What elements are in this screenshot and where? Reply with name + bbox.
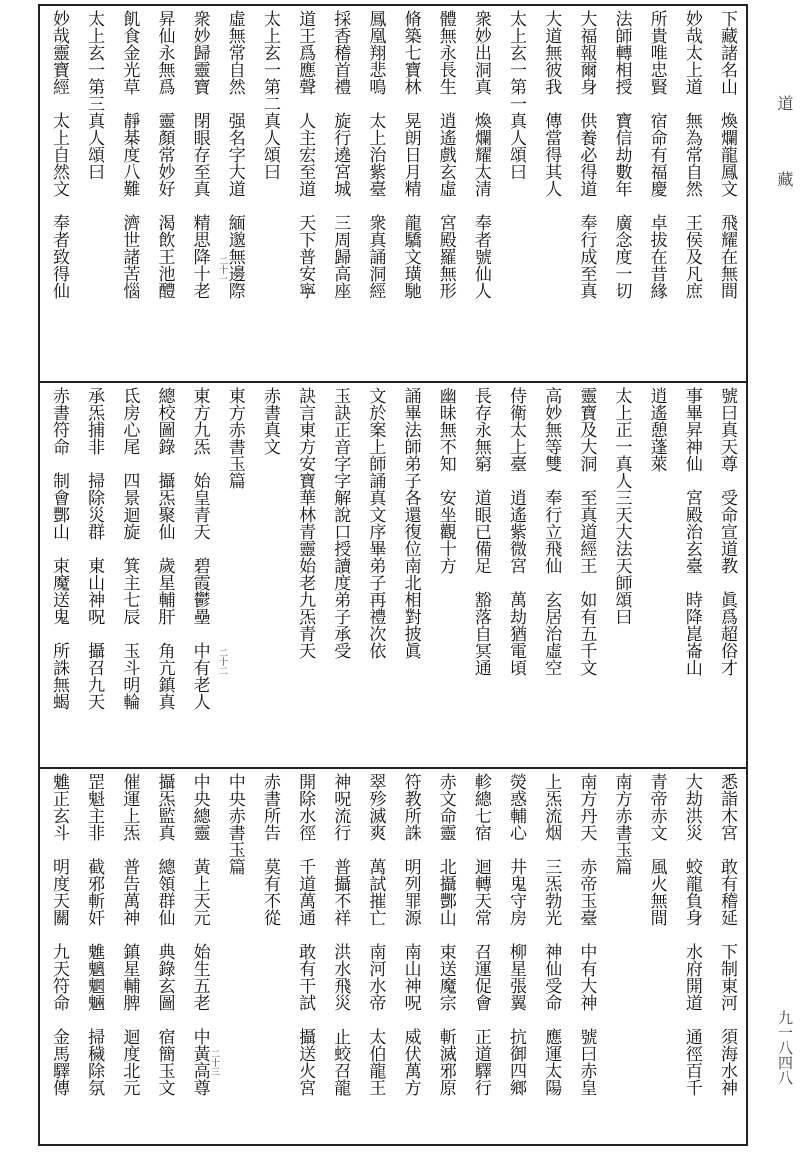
text-column: 大福報爾身 供養必得道 奉行成至真	[576, 10, 597, 299]
text-column: 採香稽首禮 旋行遶宮城 三周歸高座	[330, 10, 351, 299]
text-column: 訣言東方安寶華林青靈始老九炁青天	[295, 387, 316, 659]
text-column: 攝炁監真 總領群仙 典錄玄圖 宿簡玉文	[154, 773, 175, 1096]
page-frame	[38, 4, 748, 1146]
text-column: 鳳凰翔悲鳴 太上治紫臺 衆真誦洞經	[365, 10, 386, 299]
text-column: 下藏諸名山 煥爛龍鳳文 飛耀在無間	[716, 10, 737, 299]
text-column: 開除水徑 千道萬通 敢有干試 攝送火宮	[295, 773, 316, 1096]
text-column: 符教所誅 明列罪源 南山神呪 威伏萬方	[400, 773, 421, 1096]
text-column: 南方赤書玉篇	[611, 773, 632, 875]
text-column: 文於案上師誦真文序畢弟子再禮次依	[365, 387, 386, 659]
page-number: 九一八四八	[776, 1010, 794, 1085]
text-column: 大道無彼我 傳當得其人	[541, 10, 562, 197]
text-column: 道王爲應聲 人主宏至道 天下普安寧	[295, 10, 316, 299]
column-list	[46, 387, 740, 763]
text-column: 南方丹天 赤帝玉臺 中有大神 號曰赤皇	[576, 773, 597, 1096]
text-column: 青帝赤文 風火無間	[646, 773, 667, 926]
text-column: 中央總靈 黃上天元 始生五老 中黃高尊	[189, 773, 210, 1096]
column-list	[46, 773, 740, 1140]
text-column: 軫總七宿 迴轉天常 召運促會 正道驛行	[470, 773, 491, 1096]
text-column: 大劫洪災 蛟龍負身 水府開道 通徑百千	[681, 773, 702, 1096]
text-column: 悉詣木宮 敢有稽延 下制東河 須海水神	[716, 773, 737, 1096]
text-column: 上炁流烟 三炁勃光 神仙受命 應運太陽	[541, 773, 562, 1096]
text-column: 昇仙永無爲 靈顏常妙好 渴飲王池醴	[154, 10, 175, 299]
text-column: 飢食金光草 靜棊度八難 濟世諸苦惱	[119, 10, 140, 299]
text-column: 催運上炁 普告萬神 鎮星輔脾 迴度北元	[119, 773, 140, 1096]
text-column: 高妙無等雙 奉行立飛仙 玄居治虛空	[541, 387, 562, 676]
text-column: 脩築七寶林 晃朗日月精 龍驕文璜馳	[400, 10, 421, 299]
text-column: 侍衛太上臺 逍遙紫微宮 萬劫猶電頃	[506, 387, 527, 676]
text-column: 事畢昇神仙 宮殿治玄臺 時降崑崙山	[681, 387, 702, 676]
text-column: 法師轉相授 寶信劫數年 廣念度一切	[611, 10, 632, 299]
text-column: 幽昧無不知 安坐觀十方	[435, 387, 456, 574]
text-panel-middle	[40, 383, 746, 769]
text-column: 號曰真天尊 受命宣道教 眞爲超俗才	[716, 387, 737, 676]
text-panel-top	[40, 6, 746, 383]
text-column: 虛無常自然 强名字大道 緬邈無邊際	[224, 10, 245, 299]
leaf-marker: 二十三	[209, 1049, 219, 1076]
text-column: 赤書真文	[259, 387, 280, 455]
text-column: 妙哉太上道 無為常自然 王侯及凡庶	[681, 10, 702, 299]
text-column: 衆妙歸靈寶 閉眼存至真 精思降十老	[189, 10, 210, 299]
text-column: 熒惑輔心 井鬼守房 柳星張翼 抗御四鄉	[506, 773, 527, 1096]
text-panel-bottom	[40, 769, 746, 1144]
text-column: 赤書所告 莫有不從	[259, 773, 280, 926]
text-column: 總校圖錄 攝炁聚仙 歲星輔肝 角亢鎮真	[154, 387, 175, 710]
text-column: 太上玄一第二真人頌曰	[259, 10, 280, 180]
text-column: 太上玄一第一真人頌曰	[506, 10, 527, 180]
text-column: 承炁捕非 掃除災群 東山神呪 攝召九天	[84, 387, 105, 710]
text-column: 神呪流行 普攝不祥 洪水飛災 止蛟召龍	[330, 773, 351, 1096]
text-column: 衆妙出洞真 煥爛耀太清 奉者號仙人	[470, 10, 491, 299]
leaf-marker: 二十一	[217, 256, 227, 283]
text-column: 誦畢法師弟子各還復位南北相對披眞	[400, 387, 421, 659]
text-column: 中央赤書玉篇	[224, 773, 245, 875]
text-column: 東方九炁 始皇青天 碧霞鬱壘 中有老人	[189, 387, 210, 710]
text-column: 赤文命靈 北攝酆山 束送魔宗 斬滅邪原	[435, 773, 456, 1096]
text-column: 太上正一真人三天大法天師頌曰	[611, 387, 632, 625]
text-column: 赤書符命 制會酆山 束魔送鬼 所誅無蝎	[49, 387, 69, 710]
text-column: 妙哉靈寶經 太上自然文 奉者致得仙	[49, 10, 69, 299]
text-column: 太上玄一第三真人頌曰	[84, 10, 105, 180]
leaf-marker: 二十二	[217, 648, 227, 675]
text-column: 罡魁主非 截邪斬奸 魋魑魍魎 掃穢除氛	[84, 773, 105, 1096]
text-column: 東方赤書玉篇	[224, 387, 245, 489]
text-column: 靈寶及大洞 至真道經王 如有五千文	[576, 387, 597, 676]
text-column: 翠殄滅爽 萬試摧亡 南河水帝 太伯龍王	[365, 773, 386, 1096]
text-column: 玉訣正音字字解說口授讀度弟子承受	[330, 387, 351, 659]
text-column: 氐房心尾 四景迴旋 箕主七辰 玉斗明輪	[119, 387, 140, 710]
text-column: 所貴唯忠賢 宿命有福慶 卓拔在昔緣	[646, 10, 667, 299]
text-column: 魋正玄斗 明度天關 九天符命 金馬驛傳	[49, 773, 69, 1096]
text-column: 逍遙憩蓬萊	[646, 387, 667, 472]
column-list	[46, 10, 740, 377]
text-column: 體無永長生 逍遙戲玄虛 宮殿羅無形	[435, 10, 456, 299]
text-column: 長存永無窮 道眼已備足 豁落自冥通	[470, 387, 491, 676]
side-label: 道藏	[775, 95, 794, 247]
